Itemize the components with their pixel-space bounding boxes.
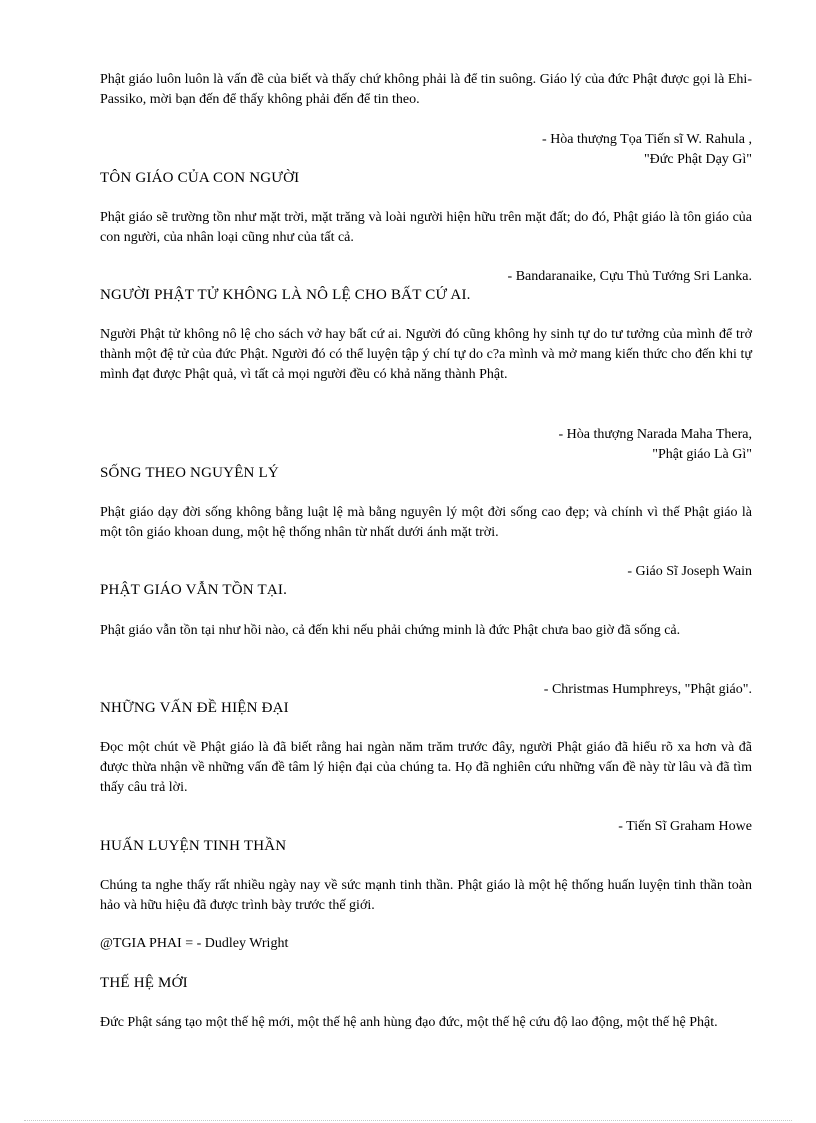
heading-the-he-moi: THẾ HỆ MỚI: [100, 975, 188, 991]
paragraph-intro: Phật giáo luôn luôn là vấn đề của biết và thấy chứ không phải là để tin suông. Giáo lý của đức Phật được gọi là Ehi- Passiko, mời bạn đến để thấy không phải đến để tin theo.: [100, 72, 752, 107]
attribution-line: - Giáo Sĩ Joseph Wain: [627, 564, 752, 579]
attribution-humphreys: [332, 680, 752, 700]
attribution-howe: [332, 817, 752, 837]
page-bottom-rule: [24, 1120, 792, 1121]
attribution-bandaranaike: [332, 267, 752, 287]
paragraph-nguoi-phat-tu: Người Phật tử không nô lệ cho sách vở hay bất cứ ai. Người đó cũng không hy sinh tự do tư tưởng của mình để trở thành một đệ tử của đức Phật. Người đó có thể luyện tập ý chí tự do c?a mình và mở mang kiến thức cho đến khi tự mình đạt được Phật quả, vì tất cả mọi người đều có khả năng thành Phật.: [100, 327, 752, 382]
paragraph-hien-dai: Đọc một chút về Phật giáo là đã biết rằng hai ngàn năm trăm trước đây, người Phật giáo đã hiểu rõ xa hơn và đã được thừa nhận về những vấn đề tâm lý hiện đại của chúng ta. Họ đã nghiên cứu những vấn đề này từ lâu và đã tìm thấy câu trả lời.: [100, 740, 752, 795]
heading-song-theo-nguyen-ly: SỐNG THEO NGUYÊN LÝ: [100, 465, 279, 481]
heading-nhung-van-de-hien-dai: NHỮNG VẤN ĐỀ HIỆN ĐẠI: [100, 700, 289, 716]
heading-ton-giao-cua-con-nguoi: TÔN GIÁO CỦA CON NGƯỜI: [100, 170, 300, 186]
heading-huan-luyen-tinh-than: HUẤN LUYỆN TINH THẦN: [100, 838, 287, 854]
attribution-narada: [332, 425, 752, 465]
attribution-wright: @TGIA PHAI = - Dudley Wright: [100, 936, 289, 951]
attribution-line: - Christmas Humphreys, "Phật giáo".: [543, 682, 752, 697]
attribution-line: - Hòa thượng Tọa Tiến sĩ W. Rahula ,: [542, 132, 752, 147]
attribution-wain: [332, 562, 752, 582]
paragraph-song-theo: Phật giáo dạy đời sống không bằng luật lệ mà bằng nguyên lý một đời sống cao đẹp; và chính vì thế Phật giáo là một tôn giáo khoan dung, một hệ thống nhân từ nhất dưới ánh mặt trời.: [100, 505, 752, 540]
attribution-line: - Bandaranaike, Cựu Thủ Tướng Sri Lanka.: [507, 269, 752, 284]
heading-nguoi-phat-tu: NGƯỜI PHẬT TỬ KHÔNG LÀ NÔ LỆ CHO BẤT CỨ AI.: [100, 287, 471, 303]
attribution-line: "Đức Phật Dạy Gì": [643, 152, 752, 167]
paragraph-van-ton-tai: Phật giáo vẫn tồn tại như hồi nào, cả đến khi nếu phải chứng minh là đức Phật chưa bao giờ đã sống cả.: [100, 623, 681, 638]
attribution-line: "Phật giáo Là Gì": [652, 447, 752, 462]
attribution-line: - Hòa thượng Narada Maha Thera,: [558, 427, 752, 442]
paragraph-huan-luyen: Chúng ta nghe thấy rất nhiều ngày nay về sức mạnh tinh thần. Phật giáo là một hệ thống huấn luyện tinh thần toàn hảo và hữu hiệu đã được trình bày trước thế giới.: [100, 878, 752, 913]
heading-phat-giao-van-ton-tai: PHẬT GIÁO VẪN TỒN TẠI.: [100, 582, 288, 598]
paragraph-the-he-moi: Đức Phật sáng tạo một thế hệ mới, một thế hệ anh hùng đạo đức, một thế hệ cứu độ lao động, một thế hệ Phật.: [100, 1015, 718, 1030]
attribution-rahula: [332, 130, 752, 170]
paragraph-ton-giao: Phật giáo sẽ trường tồn như mặt trời, mặt trăng và loài người hiện hữu trên mặt đất; do đó, Phật giáo là tôn giáo của con người, của nhân loại cũng như của tất cả.: [100, 210, 752, 245]
attribution-line: - Tiến Sĩ Graham Howe: [618, 819, 752, 834]
